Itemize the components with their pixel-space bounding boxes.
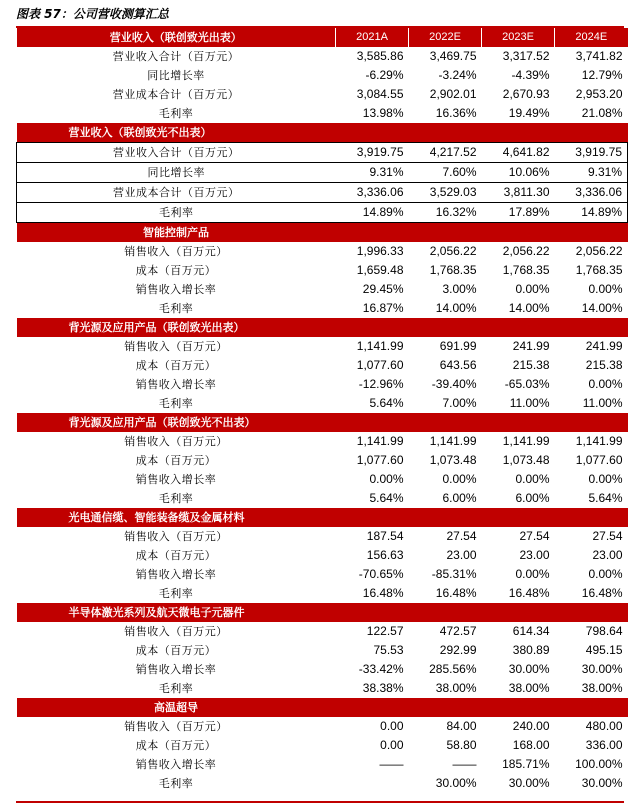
figure-caption: 图表 57：公司营收测算汇总 xyxy=(16,7,169,21)
value-cell: 30.00% xyxy=(508,776,550,790)
value-cell: 215.38 xyxy=(512,358,550,372)
value-cell: 3,336.06 xyxy=(555,183,628,203)
value-cell: 0.00% xyxy=(369,472,404,486)
section-fill-cell xyxy=(409,223,482,243)
value-cell: 285.56% xyxy=(429,662,477,676)
section-header-row xyxy=(17,413,628,432)
value-cell: 1,768.35 xyxy=(429,263,477,277)
value-cell: 1,077.60 xyxy=(575,453,623,467)
value-cell: 480.00 xyxy=(585,719,623,733)
value-cell: 798.64 xyxy=(585,624,623,638)
row-label: 销售收入（百万元） xyxy=(124,720,228,733)
value-cell: 495.15 xyxy=(585,643,623,657)
value-cell: 2,056.22 xyxy=(429,244,477,258)
table-row xyxy=(17,356,628,375)
row-label: 销售收入增长率 xyxy=(135,283,217,296)
table-body xyxy=(17,28,628,793)
table-row xyxy=(17,375,628,394)
value-cell: 27.54 xyxy=(592,529,623,543)
section-header-row xyxy=(17,223,628,243)
value-cell: 10.06% xyxy=(482,163,555,183)
value-cell: 30.00% xyxy=(435,776,477,790)
row-label: 营业收入合计（百万元） xyxy=(112,50,240,63)
value-cell: 2,056.22 xyxy=(502,244,550,258)
value-cell: 11.00% xyxy=(509,396,550,410)
value-cell: 19.49% xyxy=(508,106,550,120)
value-cell: 23.00 xyxy=(519,548,550,562)
value-cell: 3,919.75 xyxy=(336,143,409,163)
table-row xyxy=(17,565,628,584)
row-label: 销售收入（百万元） xyxy=(124,435,228,448)
value-cell: 75.53 xyxy=(373,643,404,657)
section-header-row xyxy=(17,698,628,717)
value-cell: 3.00% xyxy=(442,282,477,296)
section-fill-cell xyxy=(336,603,409,622)
value-cell: 6.00% xyxy=(515,491,550,505)
value-cell: 9.31% xyxy=(336,163,409,183)
value-cell: —— xyxy=(379,757,404,771)
value-cell: 16.87% xyxy=(362,301,404,315)
value-cell: 5.64% xyxy=(369,491,404,505)
value-cell: 691.99 xyxy=(439,339,477,353)
row-label: 销售收入（百万元） xyxy=(124,530,228,543)
value-cell: 0.00% xyxy=(588,377,623,391)
value-cell: 3,585.86 xyxy=(356,49,404,63)
section-title: 营业收入（联创致光不出表） xyxy=(17,123,336,143)
row-label: 销售收入增长率 xyxy=(135,378,217,391)
value-cell: 30.00% xyxy=(581,776,623,790)
value-cell: 336.00 xyxy=(585,738,623,752)
table-row xyxy=(17,755,628,774)
section-fill-cell xyxy=(336,508,409,527)
value-cell: 23.00 xyxy=(446,548,477,562)
section-fill-cell xyxy=(336,318,409,337)
section-fill-cell xyxy=(409,508,482,527)
revenue-estimate-table xyxy=(16,28,628,793)
value-cell: 3,529.03 xyxy=(409,183,482,203)
header-year: 2023E xyxy=(482,28,555,47)
row-label: 营业成本合计（百万元） xyxy=(17,183,336,203)
value-cell: -4.39% xyxy=(511,68,550,82)
row-label: 毛利率 xyxy=(158,107,194,120)
section-fill-cell xyxy=(336,698,409,717)
section-header-row xyxy=(17,508,628,527)
value-cell: 16.48% xyxy=(508,586,550,600)
header-year: 2022E xyxy=(409,28,482,47)
table-row xyxy=(17,337,628,356)
table-row xyxy=(17,527,628,546)
value-cell: 614.34 xyxy=(512,624,550,638)
value-cell: 1,659.48 xyxy=(356,263,404,277)
value-cell: 100.00% xyxy=(575,757,623,771)
row-label: 营业收入合计（百万元） xyxy=(17,143,336,163)
value-cell: 14.89% xyxy=(336,203,409,223)
value-cell: 4,641.82 xyxy=(482,143,555,163)
value-cell: 30.00% xyxy=(581,662,623,676)
value-cell: 241.99 xyxy=(512,339,550,353)
value-cell: 14.00% xyxy=(435,301,477,315)
table-row xyxy=(17,280,628,299)
value-cell: 17.89% xyxy=(482,203,555,223)
table-row xyxy=(17,299,628,318)
row-label: 毛利率 xyxy=(158,492,194,505)
table-row xyxy=(17,104,628,123)
row-label: 营业成本合计（百万元） xyxy=(112,88,240,101)
value-cell: 185.71% xyxy=(502,757,550,771)
value-cell: 84.00 xyxy=(446,719,477,733)
value-cell: 21.08% xyxy=(581,106,623,120)
row-label: 成本（百万元） xyxy=(135,359,217,372)
table-row xyxy=(17,203,628,223)
table-row xyxy=(17,432,628,451)
value-cell: 1,996.33 xyxy=(356,244,404,258)
value-cell: 3,317.52 xyxy=(502,49,550,63)
bottom-rule xyxy=(16,801,624,803)
value-cell: 0.00% xyxy=(515,567,550,581)
table-row xyxy=(17,394,628,413)
section-fill-cell xyxy=(482,508,555,527)
value-cell: 2,953.20 xyxy=(575,87,623,101)
value-cell: 16.32% xyxy=(409,203,482,223)
value-cell: 7.00% xyxy=(442,396,477,410)
row-label: 同比增长率 xyxy=(17,163,336,183)
section-fill-cell xyxy=(555,698,628,717)
row-label: 销售收入增长率 xyxy=(135,758,217,771)
value-cell: 23.00 xyxy=(592,548,623,562)
table-row xyxy=(17,47,628,66)
value-cell: 58.80 xyxy=(446,738,477,752)
row-label: 毛利率 xyxy=(158,587,194,600)
value-cell: 9.31% xyxy=(555,163,628,183)
table-row xyxy=(17,85,628,104)
value-cell: 3,741.82 xyxy=(575,49,623,63)
row-label: 销售收入增长率 xyxy=(135,568,217,581)
section-fill-cell xyxy=(409,698,482,717)
value-cell: 168.00 xyxy=(512,738,550,752)
value-cell: 240.00 xyxy=(512,719,550,733)
header-year: 2024E xyxy=(555,28,628,47)
value-cell: 0.00% xyxy=(442,472,477,486)
value-cell: 2,670.93 xyxy=(502,87,550,101)
value-cell: 0.00% xyxy=(588,472,623,486)
row-label: 成本（百万元） xyxy=(135,644,217,657)
value-cell xyxy=(336,774,409,793)
table-row xyxy=(17,717,628,736)
section-fill-cell xyxy=(555,603,628,622)
section-title: 半导体激光系列及航天微电子元器件 xyxy=(17,603,336,622)
section-fill-cell xyxy=(336,223,409,243)
table-row xyxy=(17,679,628,698)
value-cell: 16.48% xyxy=(581,586,623,600)
row-label: 销售收入（百万元） xyxy=(124,245,228,258)
value-cell: 4,217.52 xyxy=(409,143,482,163)
value-cell: 7.60% xyxy=(409,163,482,183)
table-row xyxy=(17,183,628,203)
table-row xyxy=(17,660,628,679)
value-cell: 1,141.99 xyxy=(429,434,477,448)
value-cell: 3,811.30 xyxy=(482,183,555,203)
table-row xyxy=(17,736,628,755)
value-cell: 3,919.75 xyxy=(555,143,628,163)
value-cell: 14.89% xyxy=(555,203,628,223)
table-row xyxy=(17,261,628,280)
value-cell: 13.98% xyxy=(362,106,404,120)
value-cell: 16.48% xyxy=(362,586,404,600)
value-cell: 29.45% xyxy=(362,282,404,296)
header-label: 营业收入（联创致光出表） xyxy=(17,28,336,47)
section-header-row xyxy=(17,603,628,622)
table-row xyxy=(17,774,628,793)
section-fill-cell xyxy=(409,123,482,143)
section-fill-cell xyxy=(555,508,628,527)
value-cell: 1,768.35 xyxy=(575,263,623,277)
value-cell: 38.38% xyxy=(362,681,404,695)
value-cell: 14.00% xyxy=(508,301,550,315)
table-row xyxy=(17,641,628,660)
value-cell: 1,077.60 xyxy=(356,453,404,467)
value-cell: 3,469.75 xyxy=(429,49,477,63)
section-fill-cell xyxy=(482,603,555,622)
value-cell: 380.89 xyxy=(512,643,550,657)
value-cell: 30.00% xyxy=(508,662,550,676)
section-title: 高温超导 xyxy=(17,698,336,717)
section-fill-cell xyxy=(555,223,628,243)
section-title: 光电通信缆、智能装备缆及金属材料 xyxy=(17,508,336,527)
section-fill-cell xyxy=(409,603,482,622)
table-row xyxy=(17,242,628,261)
value-cell: 5.64% xyxy=(369,396,404,410)
table-row xyxy=(17,546,628,565)
section-header-row xyxy=(17,318,628,337)
section-title: 智能控制产品 xyxy=(17,223,336,243)
row-label: 销售收入（百万元） xyxy=(124,340,228,353)
row-label: 毛利率 xyxy=(158,777,194,790)
value-cell: 1,077.60 xyxy=(356,358,404,372)
table-row xyxy=(17,489,628,508)
value-cell: 0.00% xyxy=(588,567,623,581)
section-fill-cell xyxy=(555,413,628,432)
value-cell: 0.00% xyxy=(515,472,550,486)
value-cell: 292.99 xyxy=(439,643,477,657)
value-cell: 6.00% xyxy=(442,491,477,505)
table-header-row xyxy=(17,28,628,47)
value-cell: -70.65% xyxy=(358,567,404,581)
table-row xyxy=(17,470,628,489)
row-label: 毛利率 xyxy=(17,203,336,223)
section-fill-cell xyxy=(482,698,555,717)
value-cell: 1,768.35 xyxy=(502,263,550,277)
value-cell: 12.79% xyxy=(581,68,623,82)
row-label: 销售收入增长率 xyxy=(135,663,217,676)
value-cell: 5.64% xyxy=(588,491,623,505)
row-label: 销售收入增长率 xyxy=(135,473,217,486)
section-fill-cell xyxy=(336,123,409,143)
table-row xyxy=(17,622,628,641)
section-fill-cell xyxy=(482,123,555,143)
row-label: 同比增长率 xyxy=(147,69,205,82)
row-label: 毛利率 xyxy=(158,397,194,410)
value-cell: 472.57 xyxy=(439,624,477,638)
value-cell: 1,073.48 xyxy=(429,453,477,467)
value-cell: -33.42% xyxy=(358,662,404,676)
section-fill-cell xyxy=(482,318,555,337)
section-fill-cell xyxy=(336,413,409,432)
table-row xyxy=(17,451,628,470)
table-row xyxy=(17,143,628,163)
value-cell: 187.54 xyxy=(366,529,404,543)
row-label: 销售收入（百万元） xyxy=(124,625,228,638)
row-label: 成本（百万元） xyxy=(135,264,217,277)
value-cell: —— xyxy=(452,757,477,771)
value-cell: 38.00% xyxy=(508,681,550,695)
row-label: 毛利率 xyxy=(158,302,194,315)
row-label: 成本（百万元） xyxy=(135,549,217,562)
section-fill-cell xyxy=(555,318,628,337)
value-cell: 3,336.06 xyxy=(336,183,409,203)
value-cell: 1,141.99 xyxy=(502,434,550,448)
value-cell: 0.00 xyxy=(380,719,404,733)
value-cell: 2,056.22 xyxy=(575,244,623,258)
value-cell: -85.31% xyxy=(431,567,477,581)
section-header-row xyxy=(17,123,628,143)
value-cell: 215.38 xyxy=(585,358,623,372)
value-cell: 1,141.99 xyxy=(356,434,404,448)
value-cell: 27.54 xyxy=(446,529,477,543)
table-row xyxy=(17,163,628,183)
value-cell: 156.63 xyxy=(366,548,404,562)
value-cell: 11.00% xyxy=(582,396,623,410)
value-cell: 1,141.99 xyxy=(356,339,404,353)
table-row xyxy=(17,584,628,603)
row-label: 毛利率 xyxy=(158,682,194,695)
section-fill-cell xyxy=(409,318,482,337)
value-cell: -39.40% xyxy=(431,377,477,391)
value-cell: 0.00% xyxy=(515,282,550,296)
value-cell: 0.00 xyxy=(380,738,404,752)
section-fill-cell xyxy=(555,123,628,143)
row-label: 成本（百万元） xyxy=(135,739,217,752)
value-cell: 27.54 xyxy=(519,529,550,543)
value-cell: -6.29% xyxy=(365,68,404,82)
value-cell: 38.00% xyxy=(581,681,623,695)
value-cell: 14.00% xyxy=(581,301,623,315)
table-row xyxy=(17,66,628,85)
value-cell: 38.00% xyxy=(435,681,477,695)
section-fill-cell xyxy=(482,223,555,243)
value-cell: -65.03% xyxy=(504,377,550,391)
value-cell: 3,084.55 xyxy=(356,87,404,101)
section-fill-cell xyxy=(482,413,555,432)
value-cell: 16.36% xyxy=(435,106,477,120)
value-cell: -12.96% xyxy=(358,377,404,391)
value-cell: 16.48% xyxy=(435,586,477,600)
header-year: 2021A xyxy=(336,28,409,47)
row-label: 成本（百万元） xyxy=(135,454,217,467)
value-cell: 1,141.99 xyxy=(575,434,623,448)
value-cell: -3.24% xyxy=(438,68,477,82)
value-cell: 643.56 xyxy=(439,358,477,372)
section-fill-cell xyxy=(409,413,482,432)
section-title: 背光源及应用产品（联创致光出表） xyxy=(17,318,336,337)
value-cell: 2,902.01 xyxy=(429,87,477,101)
value-cell: 1,073.48 xyxy=(502,453,550,467)
section-title: 背光源及应用产品（联创致光不出表） xyxy=(17,413,336,432)
value-cell: 0.00% xyxy=(588,282,623,296)
value-cell: 122.57 xyxy=(366,624,404,638)
value-cell: 241.99 xyxy=(585,339,623,353)
